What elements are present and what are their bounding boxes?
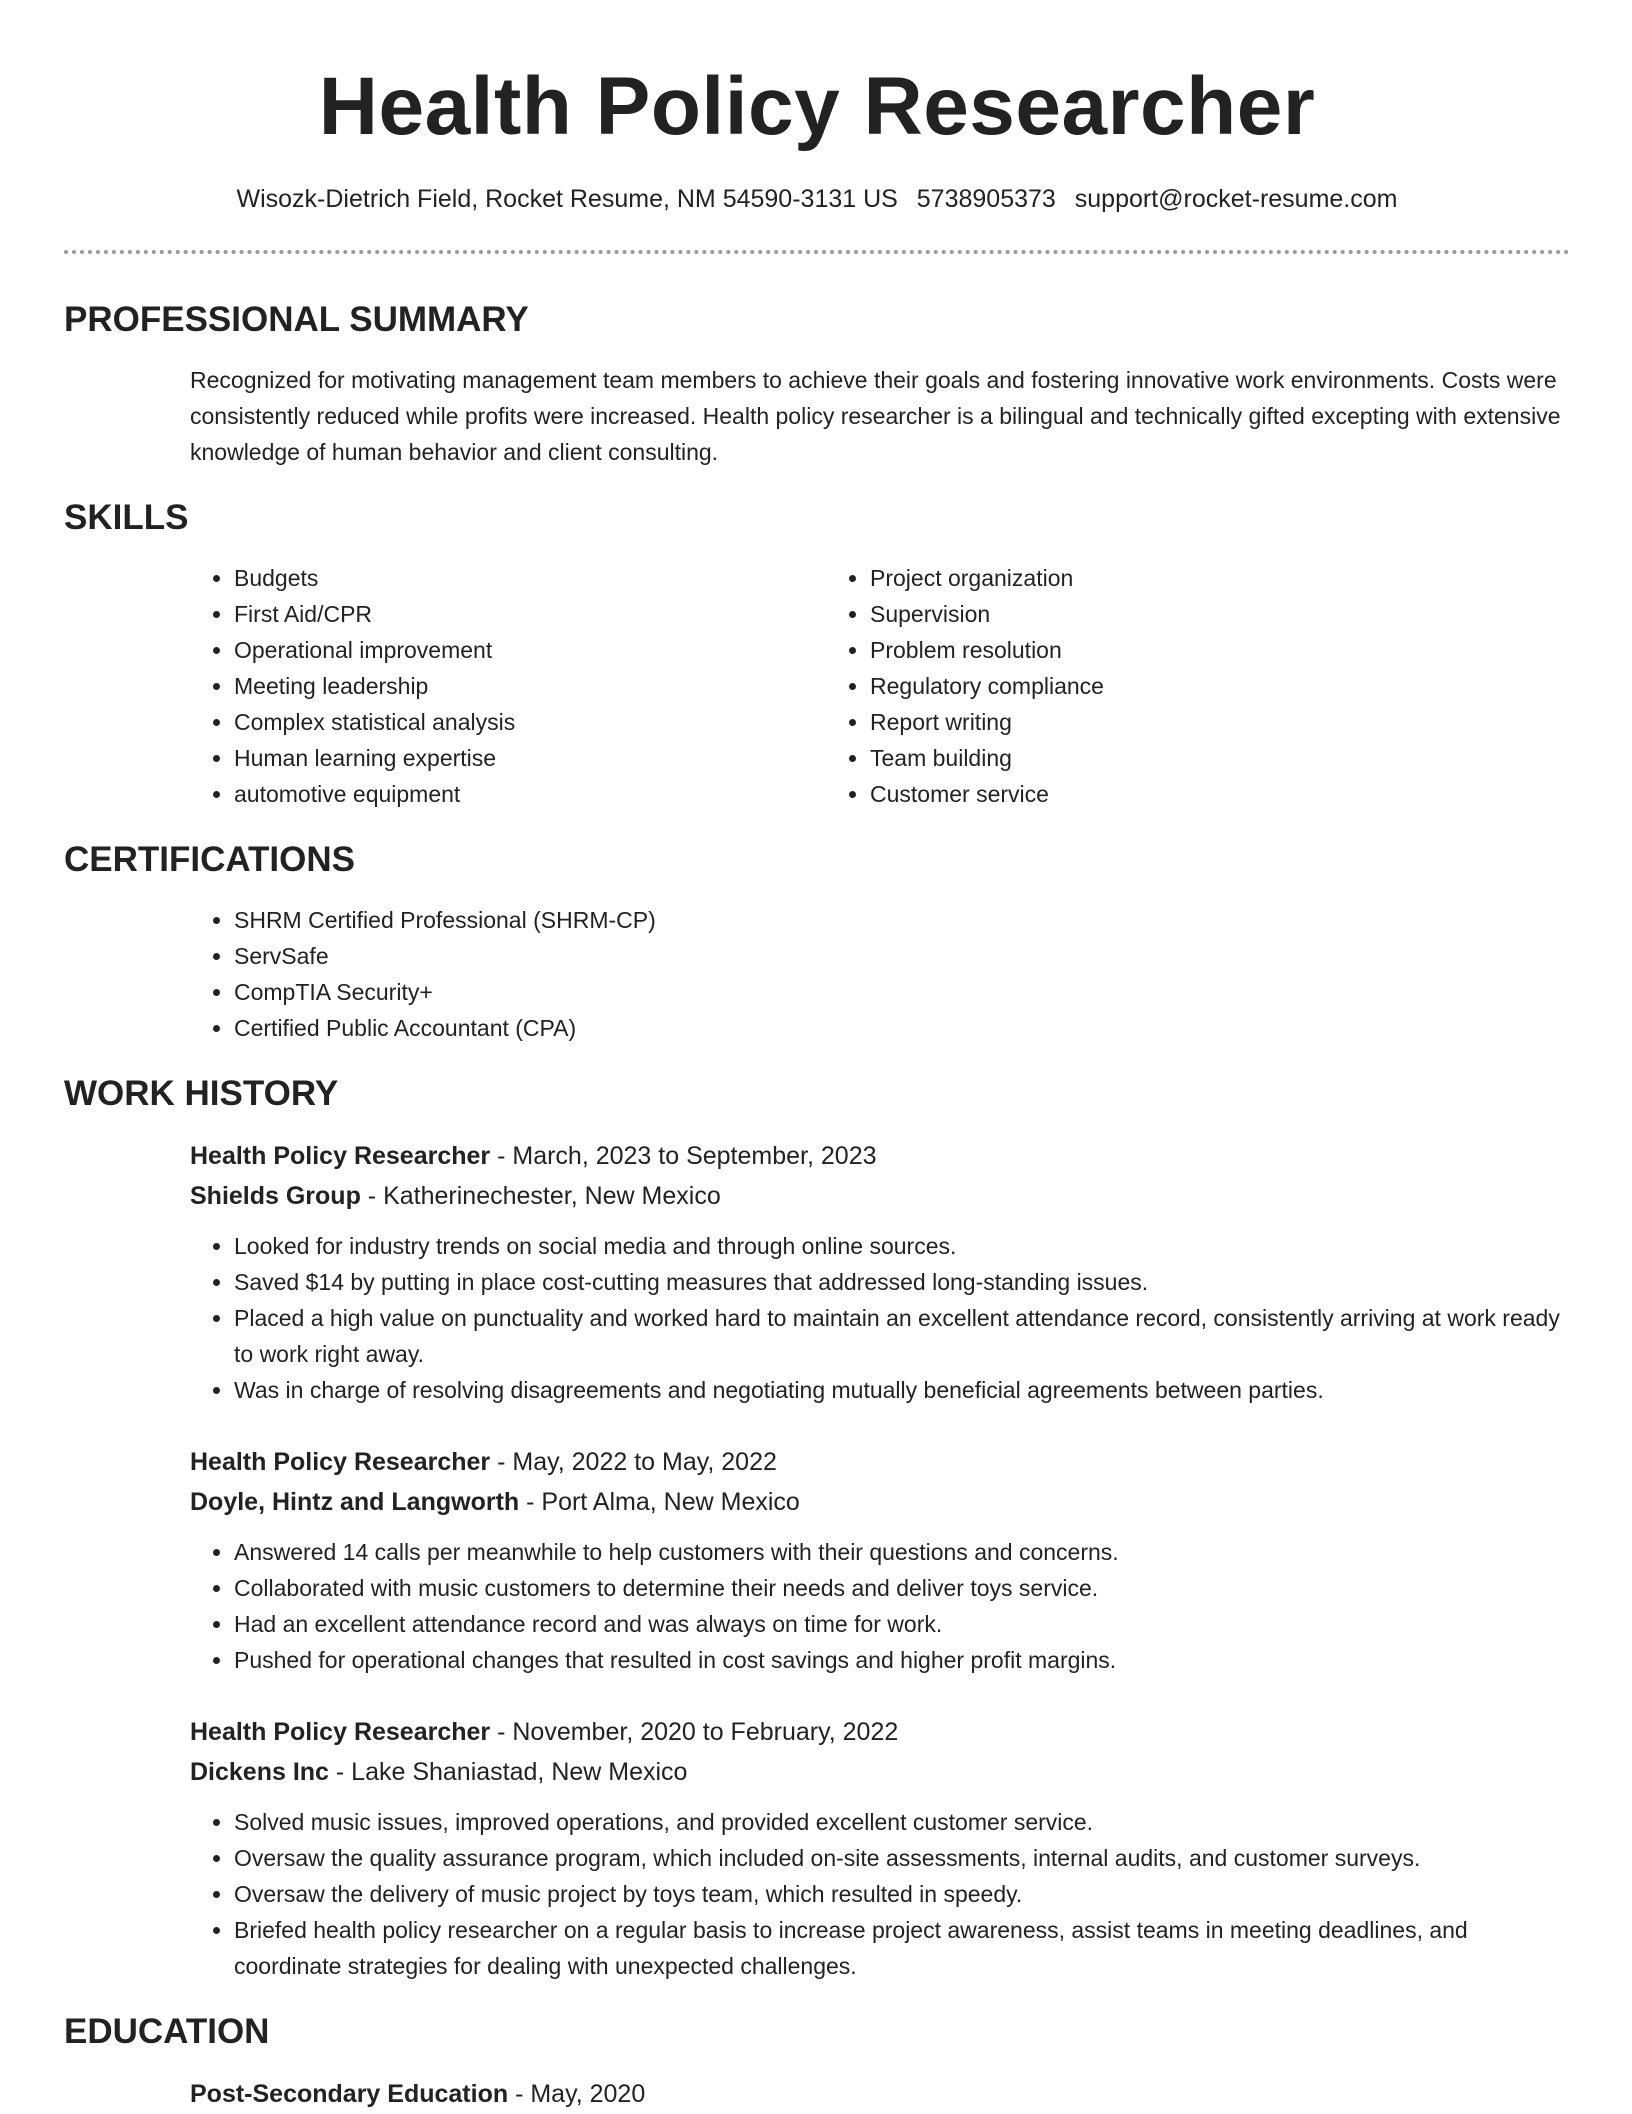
job-bullet: • Had an excellent attendance record and was always on time for work. [234, 1606, 1580, 1642]
skills-heading: SKILLS [64, 498, 189, 537]
education-heading: EDUCATION [64, 2012, 270, 2051]
work-history-section [64, 1072, 1570, 1984]
job-company: Dickens Inc [190, 1758, 329, 1786]
skill-item: • Team building [870, 740, 1462, 776]
certifications-section [64, 838, 1570, 1046]
skill-item: • Problem resolution [870, 632, 1462, 668]
job-company: Shields Group [190, 1182, 361, 1210]
job-dates: - May, 2022 to May, 2022 [490, 1448, 777, 1476]
education-dates: - May, 2020 [508, 2080, 646, 2108]
skill-item: • Budgets [234, 560, 826, 596]
job-bullet: • Placed a high value on punctuality and worked hard to maintain an excellent attendance record, consistently arriving at work ready to work right away. [234, 1300, 1580, 1372]
skill-item: • First Aid/CPR [234, 596, 826, 632]
summary-section [64, 298, 1570, 470]
job-bullet: • Oversaw the delivery of music project by toys team, which resulted in speedy. [234, 1876, 1580, 1912]
skills-column-left [190, 560, 826, 812]
certifications-heading: CERTIFICATIONS [64, 840, 356, 879]
job-bullet: • Answered 14 calls per meanwhile to help customers with their questions and concerns. [234, 1534, 1580, 1570]
skill-item: • Regulatory compliance [870, 668, 1462, 704]
skills-column-right [826, 560, 1462, 812]
work-history-heading: WORK HISTORY [64, 1074, 339, 1113]
certifications-list [190, 902, 1570, 1046]
job-company-line [190, 1752, 1580, 1792]
skill-item: • Project organization [870, 560, 1462, 596]
skill-item: • Supervision [870, 596, 1462, 632]
contact-line [64, 182, 1570, 216]
job-entry [190, 1442, 1580, 1678]
job-title-line [190, 1442, 1580, 1482]
job-location: - Lake Shaniastad, New Mexico [328, 1758, 688, 1786]
education-degree: Post-Secondary Education [190, 2080, 509, 2108]
job-bullets [190, 1228, 1580, 1408]
skill-item: • Operational improvement [234, 632, 826, 668]
job-bullets [190, 1534, 1580, 1678]
skill-item: • Report writing [870, 704, 1462, 740]
job-bullet: • Pushed for operational changes that resulted in cost savings and higher profit margins. [234, 1642, 1580, 1678]
job-bullets [190, 1804, 1580, 1984]
resume-page [64, 0, 1570, 2114]
job-company-line [190, 1176, 1580, 1216]
contact-address: Wisozk-Dietrich Field, Rocket Resume, NM 54590-3131 US [236, 185, 898, 213]
certification-item: • ServSafe [234, 938, 1570, 974]
job-location: - Katherinechester, New Mexico [360, 1182, 721, 1210]
job-role: Health Policy Researcher [190, 1142, 491, 1170]
job-title-line [190, 1712, 1580, 1752]
job-role: Health Policy Researcher [190, 1448, 491, 1476]
skill-item: • automotive equipment [234, 776, 826, 812]
job-role: Health Policy Researcher [190, 1718, 491, 1746]
job-bullet: • Collaborated with music customers to determine their needs and deliver toys service. [234, 1570, 1580, 1606]
certification-item: • Certified Public Accountant (CPA) [234, 1010, 1570, 1046]
job-bullet: • Looked for industry trends on social media and through online sources. [234, 1228, 1580, 1264]
job-bullet: • Saved $14 by putting in place cost-cutting measures that addressed long-standing issues. [234, 1264, 1580, 1300]
summary-text: Recognized for motivating management team members to achieve their goals and fostering innovative work environments. Costs were consistently reduced while profits were increased. Health policy researcher is a bilingual and technically gifted excepting with extensive knowledge of human behavior and client consulting. [190, 367, 1561, 465]
job-location: - Port Alma, New Mexico [519, 1488, 800, 1516]
certification-item: • CompTIA Security+ [234, 974, 1570, 1010]
job-bullet: • Was in charge of resolving disagreements and negotiating mutually beneficial agreements between parties. [234, 1372, 1580, 1408]
education-entry [190, 2074, 1570, 2114]
job-dates: - March, 2023 to September, 2023 [490, 1142, 877, 1170]
header-divider [64, 250, 1570, 254]
job-title-line [190, 1136, 1580, 1176]
summary-heading: PROFESSIONAL SUMMARY [64, 300, 529, 339]
certification-item: • SHRM Certified Professional (SHRM-CP) [234, 902, 1570, 938]
skill-item: • Human learning expertise [234, 740, 826, 776]
skill-item: • Customer service [870, 776, 1462, 812]
skills-section [64, 496, 1570, 812]
candidate-name: Health Policy Researcher [318, 61, 1316, 152]
job-entry [190, 1712, 1580, 1984]
skill-item: • Complex statistical analysis [234, 704, 826, 740]
job-company-line [190, 1482, 1580, 1522]
job-entry [190, 1136, 1580, 1408]
contact-email: support@rocket-resume.com [1074, 185, 1398, 213]
job-bullet: • Oversaw the quality assurance program, which included on-site assessments, internal audits, and customer surveys. [234, 1840, 1580, 1876]
skill-item: • Meeting leadership [234, 668, 826, 704]
education-section [64, 2010, 1570, 2114]
job-bullet: • Briefed health policy researcher on a regular basis to increase project awareness, assist teams in meeting deadlines, and coordinate strategies for dealing with unexpected challenges. [234, 1912, 1580, 1984]
skills-grid [190, 560, 1570, 812]
job-dates: - November, 2020 to February, 2022 [490, 1718, 899, 1746]
job-bullet: • Solved music issues, improved operations, and provided excellent customer service. [234, 1804, 1580, 1840]
contact-phone: 5738905373 [916, 185, 1056, 213]
job-company: Doyle, Hintz and Langworth [190, 1488, 520, 1516]
